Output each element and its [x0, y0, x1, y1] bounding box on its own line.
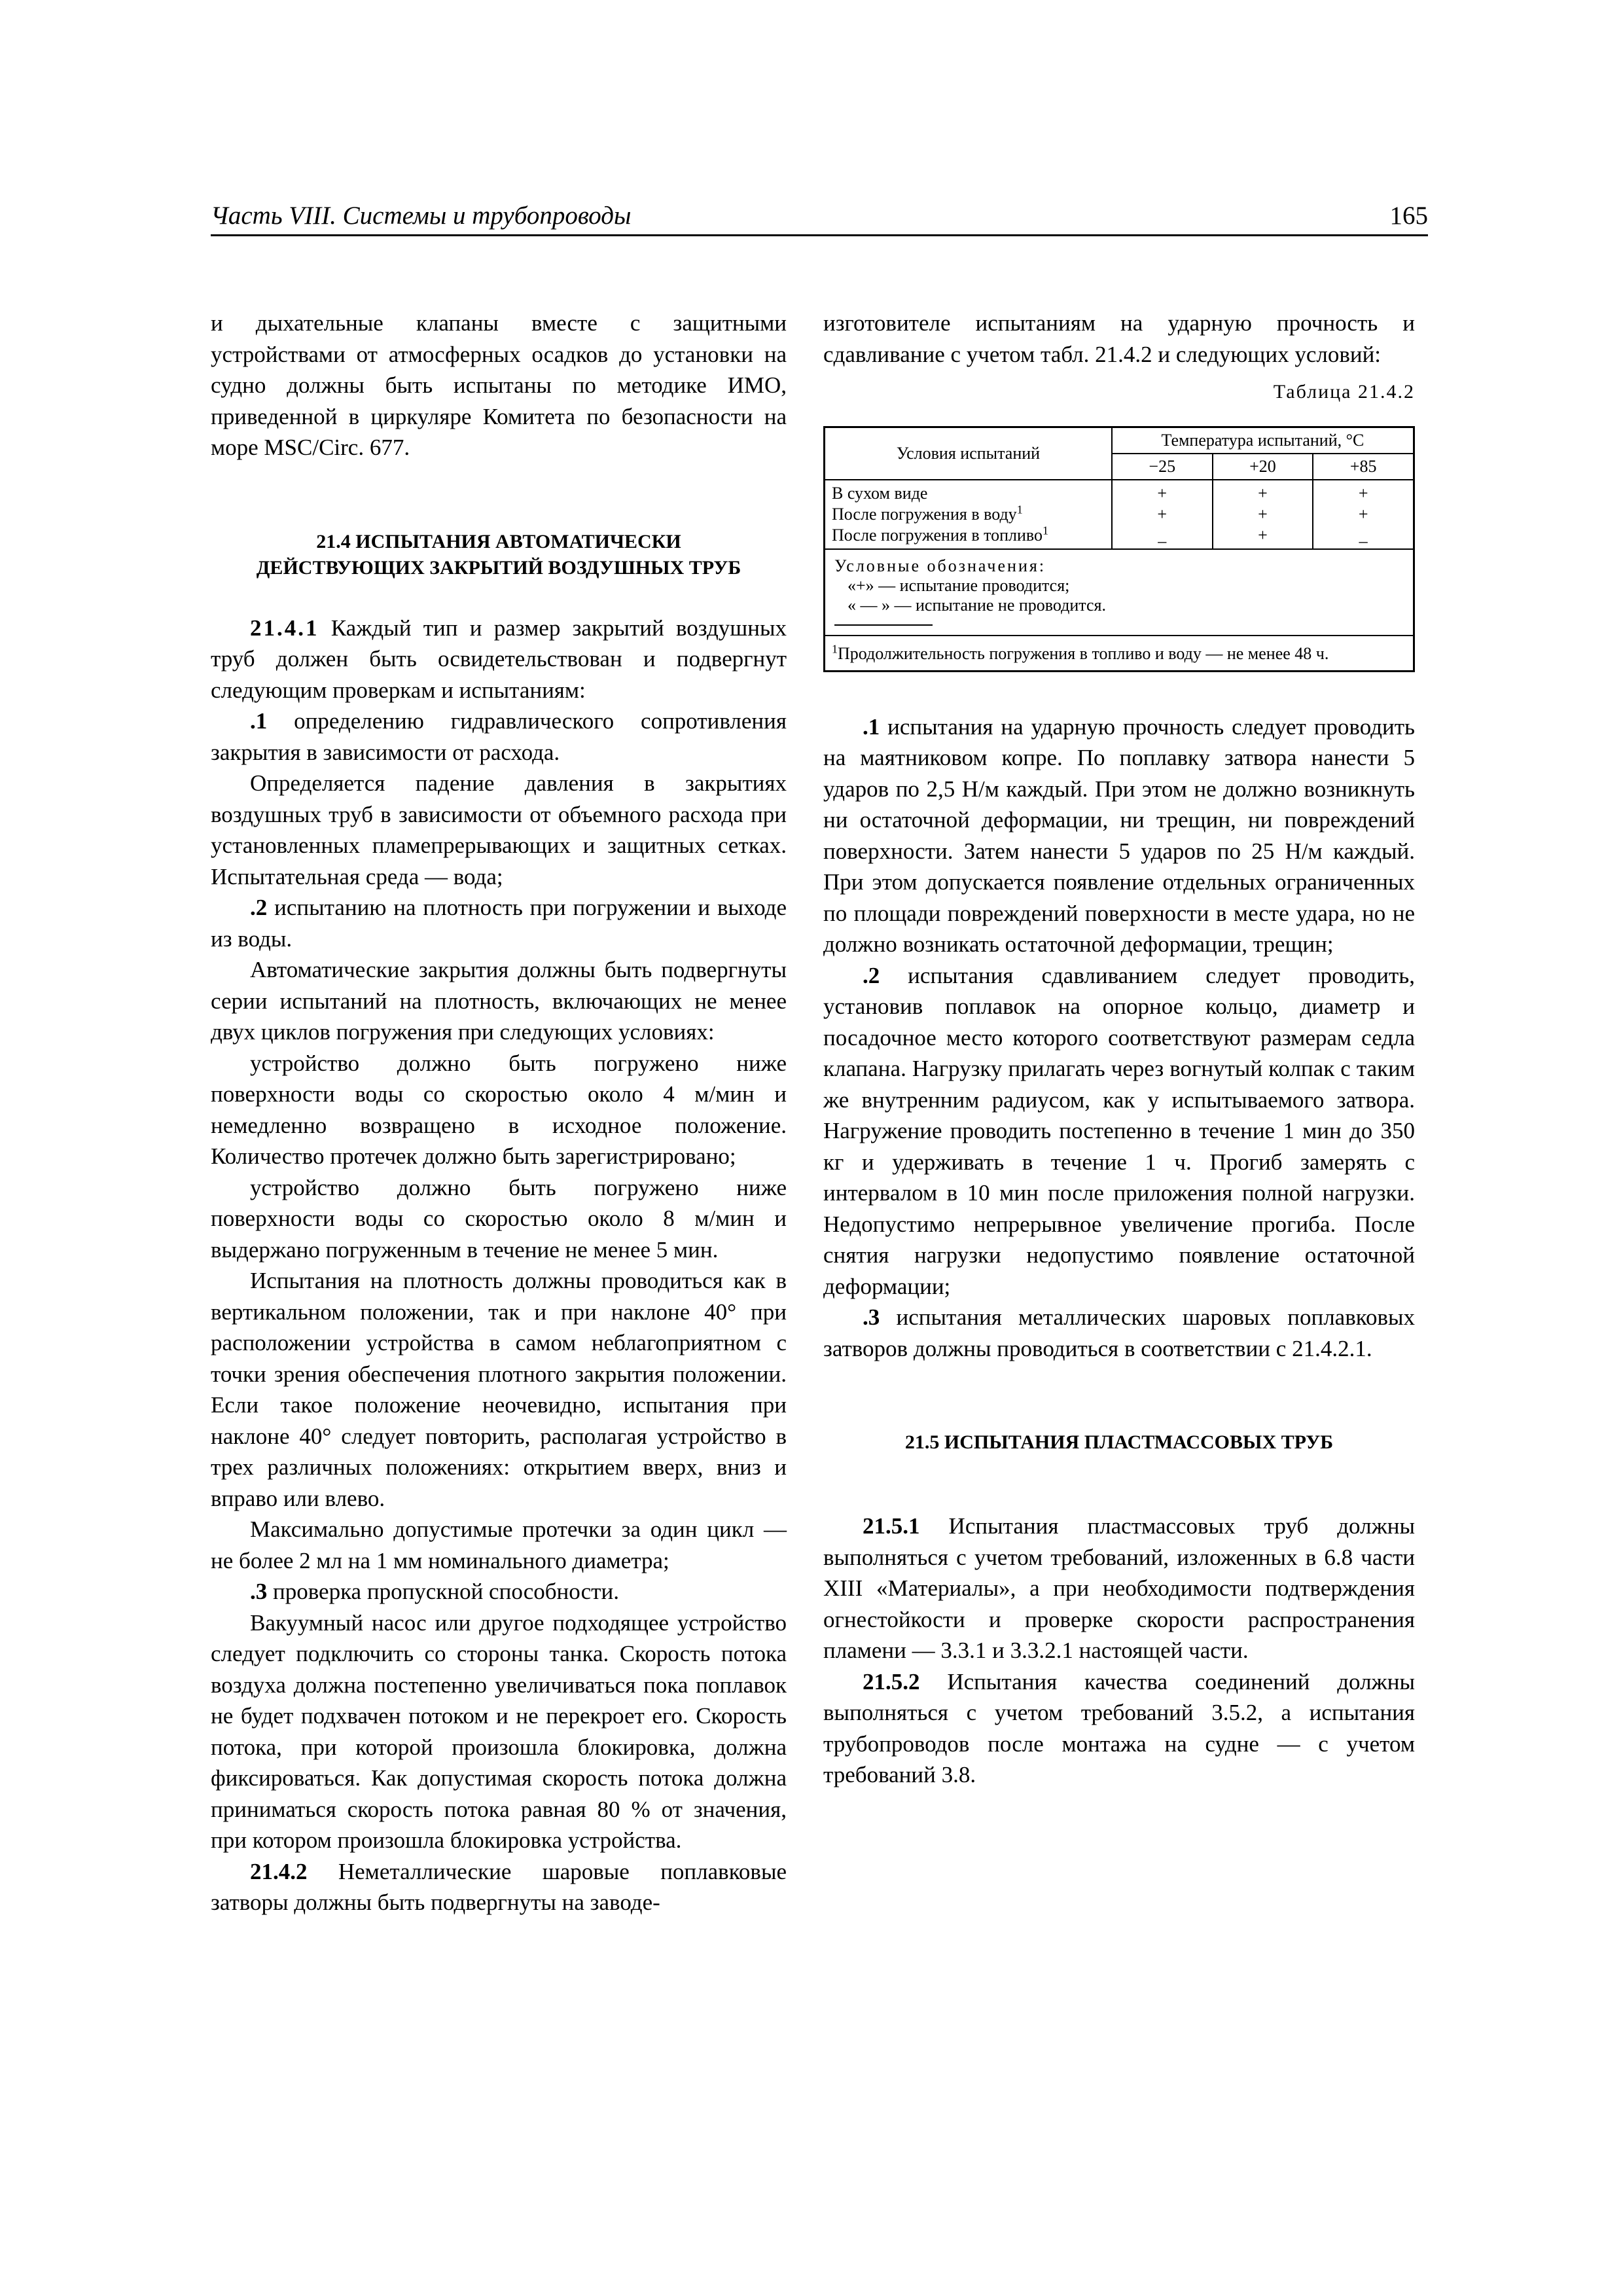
- row-label-text: В сухом виде: [832, 483, 928, 503]
- test-conditions-table: [823, 426, 1415, 672]
- table-header-temp-2: +20: [1213, 454, 1313, 480]
- clause-text: Неметаллические шаровые поплавковые затворы должны быть подвергнуты на заводе-: [211, 1858, 787, 1915]
- paragraph: Определяется падение давления в закрытиях воздушных труб в зависимости от объемного расхода при установленных пламепрерывающих и защитных сетках. Испытательная среда — вода;: [211, 770, 787, 889]
- item-number: .1: [863, 713, 880, 740]
- table-row-labels: [825, 480, 1112, 549]
- list-item: [823, 711, 1415, 960]
- item-number: .3: [863, 1304, 880, 1330]
- footnote-marker: 1: [832, 641, 838, 655]
- legend-title: Условные обозначения:: [834, 556, 1046, 575]
- item-text: испытания на ударную прочность следует проводить на маятниковом копре. По поплавку затвора нанести 5 ударов по 2,5 Н/м каждый. При этом не должно возникнуть ни остаточной деформации, ни трещин, ни повреждений поверхности. Затем нанести 5 ударов по 25 Н/м каждый. При этом допускается появление отдельных ограниченных по площади повреждений поверхности в месте удара, но не должно возникать остаточной деформации, трещин;: [823, 713, 1415, 957]
- paragraph: устройство должно быть погружено ниже поверхности воды со скоростью около 8 м/мин и выдержано погруженным в течение не менее 5 мин.: [211, 1174, 787, 1263]
- table-cell: +: [1258, 504, 1268, 524]
- clause-text: Испытания пластмассовых труб должны выполняться с учетом требований, изложенных в 6.8 части XIII «Материалы», а при необходимости подтверждения огнестойкости и проверке скорости распространения пламени — 3.3.1 и 3.3.2.1 настоящей части.: [823, 1513, 1415, 1663]
- clause-number: 21.4.2: [250, 1858, 308, 1884]
- table-cell: +: [1157, 483, 1168, 503]
- clause-number: 21.5.2: [863, 1668, 920, 1695]
- item-text: проверка пропускной способности.: [267, 1579, 619, 1604]
- table-caption: Таблица 21.4.2: [1273, 381, 1415, 403]
- paragraph: и дыхательные клапаны вместе с защитными устройствами от атмосферных осадков до установки на судно должны быть испытаны по методике ИМО, приведенной в циркуляре Комитета по безопасности на море MSC/Circ. 677.: [211, 310, 787, 460]
- row-label-text: После погружения в воду: [832, 504, 1017, 524]
- clause-number: 21.5.1: [863, 1513, 920, 1539]
- table-legend: [825, 549, 1414, 636]
- item-text: испытания сдавливанием следует проводить, установив поплавок на опорное кольцо, диаметр и посадочное место которого соответствуют размерам седла клапана. Нагрузку прилагать через вогнутый колпак с таким же внутренним радиусом, как у испытываемого затвора. Нагружение проводить постепенно в течение 1 мин до 350 кг и удерживать в течение 1 ч. Прогиб замерять с интервалом в 10 мин после приложения полной нагрузки. Недопустимо непрерывное увеличение прогиба. После снятия нагрузки недопустимо появление остаточной деформации;: [823, 962, 1415, 1299]
- paragraph: устройство должно быть погружено ниже поверхности воды со скоростью около 4 м/мин и немедленно возвращено в исходное положение. Количество протечек должно быть зарегистрировано;: [211, 1050, 787, 1169]
- item-number: .3: [250, 1579, 268, 1604]
- table-cell: +: [1157, 504, 1168, 524]
- table-cell: _: [1359, 525, 1368, 545]
- list-item: [211, 892, 787, 954]
- table-cell: +: [1258, 483, 1268, 503]
- clause-21-5-1: [823, 1511, 1415, 1666]
- footnote-text: Продолжительность погружения в топливо и воду — не менее 48 ч.: [838, 643, 1329, 663]
- left-column: [211, 308, 787, 1918]
- list-item: [211, 1576, 787, 1607]
- table-header-temperature: Температура испытаний, °С: [1112, 427, 1414, 454]
- paragraph: Автоматические закрытия должны быть подвергнуты серии испытаний на плотность, включающих не менее двух циклов погружения при следующих условиях:: [211, 957, 787, 1045]
- page-header: [211, 196, 1428, 236]
- clause-number: 21.4.1: [250, 615, 319, 641]
- table-cell: _: [1158, 525, 1167, 545]
- clause-text: Каждый тип и размер закрытий воздушных труб должен быть освидетельствован и подвергнут следующим проверкам и испытаниям:: [211, 615, 787, 703]
- table-row-label: [832, 525, 1106, 546]
- footnote-marker: 1: [1043, 523, 1049, 537]
- table-cell: +: [1358, 483, 1368, 503]
- table-header-conditions: Условия испытаний: [825, 427, 1112, 480]
- right-column: [823, 308, 1415, 1791]
- item-text: испытанию на плотность при погружении и выходе из воды.: [211, 895, 787, 952]
- paragraph: Вакуумный насос или другое подходящее устройство следует подключить со стороны танка. Скорость потока воздуха должна постепенно увеличиваться пока поплавок не будет подхвачен потоком и не перекроет его. Скорость потока, при которой произошла блокировка, должна фиксироваться. Как допустимая скорость потока должна приниматься скорость потока равная 80 % от значения, при котором произошла блокировка устройства.: [211, 1609, 787, 1853]
- page-number: 165: [1389, 202, 1428, 230]
- list-item: [823, 1302, 1415, 1364]
- table-cell: +: [1258, 525, 1268, 545]
- clause-21-5-2: [823, 1666, 1415, 1791]
- clause-21-4-2: [211, 1856, 787, 1918]
- footnote-marker: 1: [1016, 502, 1023, 516]
- list-item: [211, 706, 787, 768]
- section-heading-21-4: 21.4 ИСПЫТАНИЯ АВТОМАТИЧЕСКИ ДЕЙСТВУЮЩИХ ЗАКРЫТИЙ ВОЗДУШНЫХ ТРУБ: [256, 530, 741, 579]
- section-heading-21-5: 21.5 ИСПЫТАНИЯ ПЛАСТМАССОВЫХ ТРУБ: [904, 1431, 1334, 1453]
- table-col-values: [1213, 480, 1313, 549]
- item-text: определению гидравлического сопротивления закрытия в зависимости от расхода.: [211, 708, 787, 765]
- table-header-temp-1: −25: [1112, 454, 1213, 480]
- table-header-temp-3: +85: [1313, 454, 1414, 480]
- clause-21-4-1: [211, 613, 787, 706]
- paragraph: Максимально допустимые протечки за один цикл — не более 2 мл на 1 мм номинального диаметра;: [211, 1516, 787, 1573]
- item-text: испытания металлических шаровых поплавковых затворов должны проводиться в соответствии с 21.4.2.1.: [823, 1304, 1415, 1361]
- table-row-label: [832, 483, 1106, 504]
- running-title: Часть VIII. Системы и трубопроводы: [211, 202, 632, 230]
- table-col-values: [1313, 480, 1414, 549]
- item-number: .1: [250, 708, 268, 734]
- item-number: .2: [863, 962, 880, 988]
- table-cell: +: [1358, 504, 1368, 524]
- paragraph: Испытания на плотность должны проводиться как в вертикальном положении, так и при наклоне 40° при расположении устройства в самом неблагоприятном с точки зрения обеспечения плотного закрытия положении. Если такое положение неочевидно, испытания при наклоне 40° следует повторить, располагая устройство в трех различных положениях: открытием вверх, вниз и вправо или влево.: [211, 1268, 787, 1511]
- table-col-values: [1112, 480, 1213, 549]
- legend-plus: «+» — испытание проводится;: [847, 575, 1070, 595]
- footnote-rule: [834, 624, 933, 626]
- row-label-text: После погружения в топливо: [832, 525, 1043, 545]
- table-row-label: [832, 504, 1106, 525]
- legend-minus: « — » — испытание не проводится.: [847, 595, 1106, 615]
- paragraph: изготовителе испытаниям на ударную прочность и сдавливание с учетом табл. 21.4.2 и следующих условий:: [823, 310, 1415, 367]
- list-item: [823, 960, 1415, 1302]
- clause-text: Испытания качества соединений должны выполняться с учетом требований 3.5.2, а испытания трубопроводов после монтажа на судне — с учетом требований 3.8.: [823, 1668, 1415, 1787]
- item-number: .2: [250, 895, 268, 920]
- table-footnote: [825, 636, 1414, 672]
